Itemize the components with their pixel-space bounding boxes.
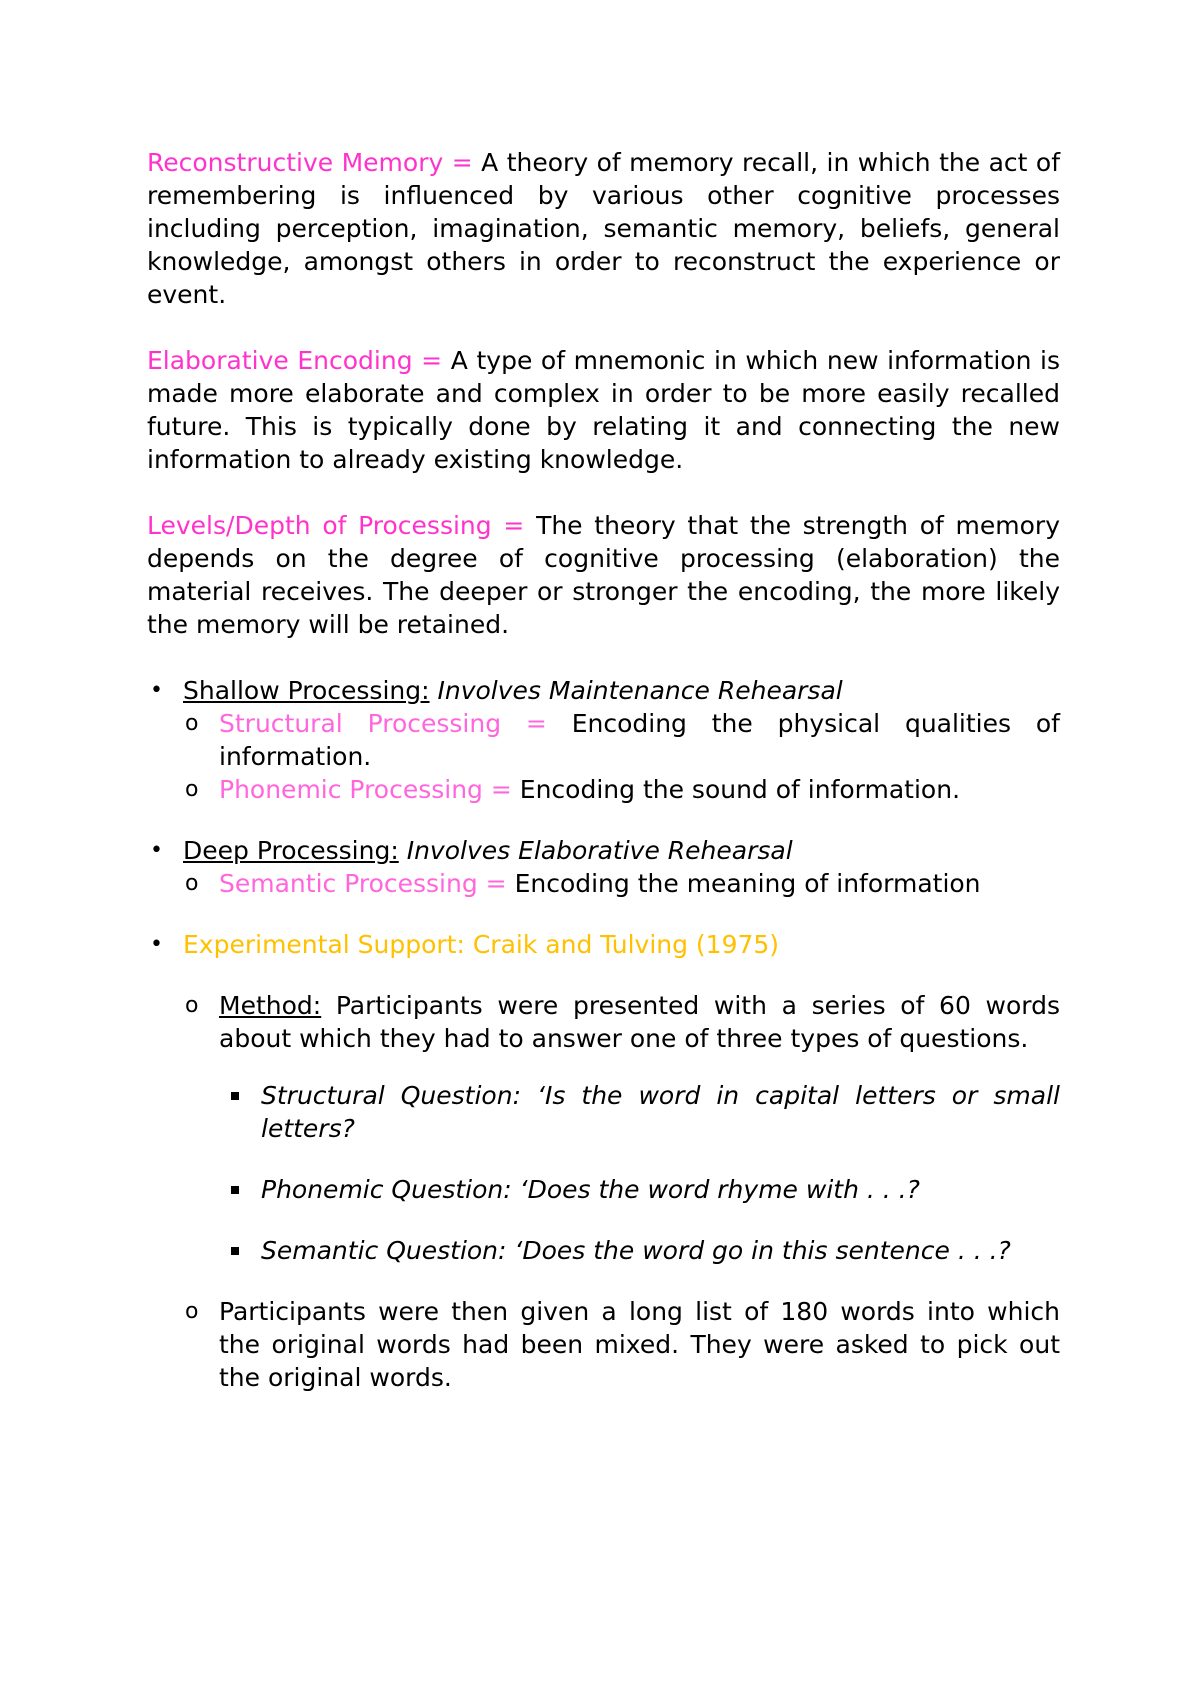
phonemic-processing-definition: Encoding the sound of information.: [519, 775, 961, 804]
square-bullet-icon: [231, 1247, 239, 1255]
reconstructive-memory-paragraph: [147, 146, 1060, 311]
deep-processing-subtitle: Involves Elaborative Rehearsal: [406, 836, 793, 865]
elaborative-encoding-term: Elaborative Encoding =: [147, 346, 443, 375]
experiment-heading: Experimental Support: Craik and Tulving (1975): [183, 930, 780, 959]
semantic-processing-definition: Encoding the meaning of information: [514, 869, 981, 898]
semantic-question-text: Semantic Question: ‘Does the word go in this sentence . . .?: [261, 1236, 1011, 1265]
circle-bullet-icon: o: [185, 711, 199, 736]
semantic-question-item: [219, 1234, 1060, 1267]
shallow-processing-subtitle: Involves Maintenance Rehearsal: [437, 676, 843, 705]
followup-item: [183, 1295, 1060, 1394]
shallow-processing-list: [147, 674, 1060, 806]
phonemic-question-item: [219, 1173, 1060, 1206]
circle-bullet-icon: o: [185, 993, 199, 1018]
question-list: [219, 1079, 1060, 1267]
method-item: [183, 989, 1060, 1267]
structural-question-text: Structural Question: ‘Is the word in capital letters or small letters?: [261, 1081, 1060, 1143]
elaborative-encoding-paragraph: [147, 344, 1060, 476]
reconstructive-memory-definition: A theory of memory recall, in which the act of remembering is influenced by various other cognitive processes including perception, imagination, semantic memory, beliefs, general knowledge, amongst others in order to reconstruct the experience or event.: [147, 148, 1060, 309]
method-text: Participants were presented with a series of 60 words about which they had to answer one of three types of questions.: [219, 991, 1060, 1053]
phonemic-processing-term: Phonemic Processing =: [219, 775, 512, 804]
bullet-icon: •: [150, 838, 163, 863]
document-page: [147, 146, 1060, 1422]
deep-processing-item: [147, 834, 1060, 900]
structural-processing-definition: Encoding the physical qualities of information.: [219, 709, 1060, 771]
bullet-icon: •: [150, 932, 163, 957]
experiment-list: [147, 928, 1060, 1394]
reconstructive-memory-term: Reconstructive Memory =: [147, 148, 473, 177]
levels-of-processing-paragraph: [147, 509, 1060, 641]
structural-processing-item: [183, 707, 1060, 773]
experiment-sublist: [183, 989, 1060, 1394]
deep-processing-heading: Deep Processing:: [183, 836, 399, 865]
circle-bullet-icon: o: [185, 777, 199, 802]
shallow-processing-item: [147, 674, 1060, 806]
structural-question-item: [219, 1079, 1060, 1145]
square-bullet-icon: [231, 1186, 239, 1194]
shallow-processing-sublist: [183, 707, 1060, 806]
circle-bullet-icon: o: [185, 871, 199, 896]
square-bullet-icon: [231, 1092, 239, 1100]
levels-of-processing-term: Levels/Depth of Processing =: [147, 511, 525, 540]
followup-text: Participants were then given a long list of 180 words into which the original words had been mixed. They were asked to pick out the original words.: [219, 1297, 1060, 1392]
levels-of-processing-definition: The theory that the strength of memory depends on the degree of cognitive processing (elaboration) the material receives. The deeper or stronger the encoding, the more likely the memory will be retained.: [147, 511, 1060, 639]
deep-processing-sublist: [183, 867, 1060, 900]
semantic-processing-item: [183, 867, 1060, 900]
phonemic-question-text: Phonemic Question: ‘Does the word rhyme with . . .?: [261, 1175, 920, 1204]
semantic-processing-term: Semantic Processing =: [219, 869, 507, 898]
structural-processing-term: Structural Processing =: [219, 709, 547, 738]
experiment-item: [147, 928, 1060, 1394]
elaborative-encoding-definition: A type of mnemonic in which new information is made more elaborate and complex in order to be more easily recalled future. This is typically done by relating it and connecting the new information to already existing knowledge.: [147, 346, 1061, 474]
shallow-processing-heading: Shallow Processing:: [183, 676, 430, 705]
bullet-icon: •: [150, 678, 163, 703]
circle-bullet-icon: o: [185, 1299, 199, 1324]
method-label: Method:: [219, 991, 322, 1020]
phonemic-processing-item: [183, 773, 1060, 806]
deep-processing-list: [147, 834, 1060, 900]
